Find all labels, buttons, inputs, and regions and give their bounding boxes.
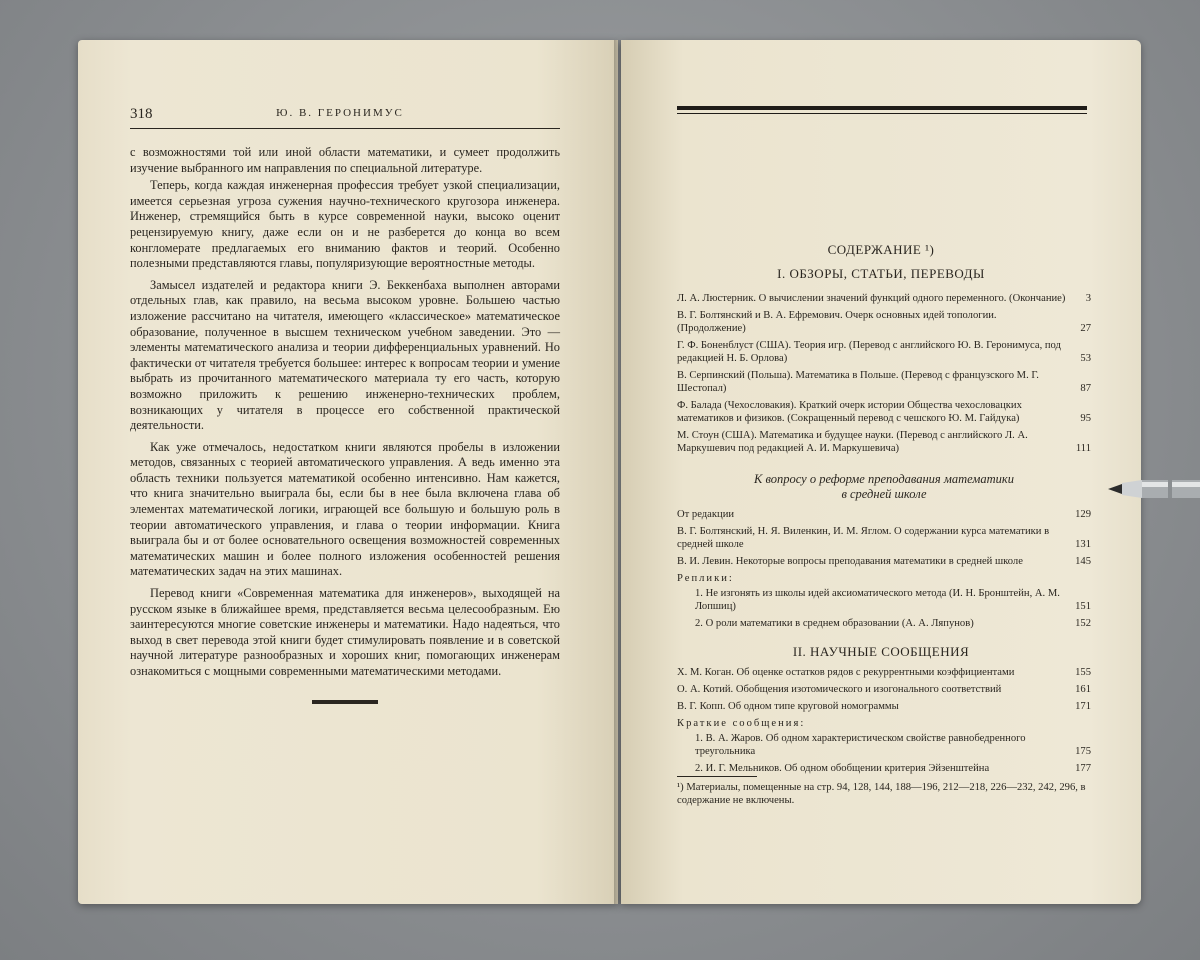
top-thin-rule: [677, 113, 1087, 114]
section-title: II. НАУЧНЫЕ СООБЩЕНИЯ: [792, 644, 970, 659]
toc-entry: В. Серпинский (Польша). Математика в Польше. (Перевод с французского М. Г. Шестопал) 87: [677, 370, 1091, 394]
toc-entry: Г. Ф. Боненблуст (США). Теория игр. (Перевод с английского Ю. В. Геронимуса, под редакцией Н. Б. Орлова) 53: [677, 340, 1091, 364]
toc-entry: 1. Не изгонять из школы идей аксиоматического метода (И. Н. Бронштейн, А. М. Лопшиц) 151: [695, 588, 1091, 612]
pen-icon: [1108, 478, 1200, 500]
toc-entry: 1. В. А. Жаров. Об одном характеристическом свойстве равнобедренного треугольника 175: [695, 733, 1091, 757]
body-text: [130, 145, 560, 686]
subsection-title-line2: в средней школе: [841, 487, 927, 501]
running-head: Ю. В. ГЕРОНИМУС: [276, 107, 404, 119]
contents-title: СОДЕРЖАНИЕ ¹): [827, 242, 935, 257]
footnote: ¹) Материалы, помещенные на стр. 94, 128, 144, 188—196, 212—218, 226—232, 242, 296, в содержание не включены.: [677, 782, 1086, 806]
replies-label: Реплики:: [677, 573, 734, 584]
short-messages-label: Краткие сообщения:: [677, 718, 806, 729]
toc-entry: В. И. Левин. Некоторые вопросы преподавания математики в средней школе 145: [677, 556, 1091, 567]
toc-entry: Ф. Балада (Чехословакия). Краткий очерк истории Общества чехословацких математиков и физиков. (Сокращенный перевод с чешского Ю. М. Гайдука) 95: [677, 400, 1091, 424]
toc-section-1: [677, 292, 1091, 459]
toc-entry: В. Г. Болтянский, Н. Я. Виленкин, И. М. Яглом. О содержании курса математики в средней школе 131: [677, 526, 1091, 550]
footnote-rule: [677, 776, 757, 777]
toc-entry: М. Стоун (США). Математика и будущее науки. (Перевод с английского Л. А. Маркушевич под редакцией А. И. Маркушевича) 111: [677, 430, 1091, 454]
toc-subsection: [677, 472, 1091, 634]
toc-entry: 2. И. Г. Мельников. Об одном обобщении критерия Эйзенштейна 177: [695, 763, 1091, 774]
page-number: 318: [130, 106, 153, 122]
section-title: I. ОБЗОРЫ, СТАТЬИ, ПЕРЕВОДЫ: [777, 266, 985, 281]
paragraph: Замысел издателей и редактора книги Э. Беккенбаха выполнен авторами отдельных глав, как правило, на весьма высоком уровне. Большею частью изложение рассчитано на читателя, имеющего «классическое» математическое образование, полученное в высшем техническом учебном заведении. Это — элементы математического анализа и теории дифференциальных уравнений. Но фактически от читателя требуется большее: интерес к вопросам теории и умение выбрать из прочитанного математического материала ту его часть, которую возможно приложить к решению инженерно-технических проблем, возникающих у читателя в процессе его собственной практической деятельности.: [130, 277, 560, 433]
toc-section-2: [677, 666, 1091, 779]
header-rule: [130, 128, 560, 129]
toc-entry: Л. А. Люстерник. О вычислении значений функций одного переменного. (Окончание) 3: [677, 293, 1091, 304]
toc-entry: О. А. Котий. Обобщения изотомического и изогонального соответствий 161: [677, 684, 1091, 695]
left-page-header: [130, 106, 550, 126]
toc-entry: В. Г. Копп. Об одном типе круговой номограммы 171: [677, 701, 1091, 712]
left-page: [78, 40, 618, 904]
paragraph: Как уже отмечалось, недостатком книги являются пробелы в изложении методов, связанных с теорией автоматического управления. А ведь именно эта область техники пользуется математикой особенно интенсивно. Нам кажется, что книга значительно выиграла бы, если бы в нее была включена глава об элементах математической логики, играющей все большую и большую роль в теории автоматического управления, и глава о теории информации. Книга выиграла бы и от более основательного освещения возможностей современных математических машин и более полного изложения особенностей решения математических задач на этих машинах.: [130, 439, 560, 579]
paragraph: Перевод книги «Современная математика для инженеров», выходящей на русском языке в ближайшее время, представляется весьма целесообразным. Ею заинтересуются многие советские инженеры и математики. Надо надеяться, что выход в свет перевода этой книги будет стимулировать появление и в советской научной литературе разнообразных и хороших книг, помогающих инженерам ознакомиться с мощными современными математическими методами.: [130, 586, 560, 678]
toc-entry: 2. О роли математики в среднем образовании (А. А. Ляпунов) 152: [695, 618, 1091, 629]
end-rule: [312, 700, 378, 704]
paragraph: с возможностями той или иной области математики, и сумеет продолжить изучение выбранного им направления по специальной литературе.: [130, 145, 560, 175]
paragraph: Теперь, когда каждая инженерная профессия требует узкой специализации, имеется серьезная угроза сужения научно-технического кругозора инженера. Инженер, стремящийся быть в курсе современной науки, высоко оценит рецензируемую книгу, даже если он и не разберется до конца во всем конгломерате предлагаемых его вниманию фактов и теорий. Особенно полезными представляются главы, популяризующие вероятностные методы.: [130, 178, 560, 271]
right-page: [621, 40, 1141, 904]
toc-entry: Х. М. Коган. Об оценке остатков рядов с рекуррентными коэффициентами 155: [677, 667, 1091, 678]
toc-entry: В. Г. Болтянский и В. А. Ефремович. Очерк основных идей топологии. (Продолжение) 27: [677, 310, 1091, 334]
top-thick-rule: [677, 106, 1087, 110]
subsection-title: К вопросу о реформе преподавания математики: [754, 472, 1014, 486]
toc-entry: От редакции 129: [677, 509, 1091, 520]
open-book: [78, 40, 1146, 904]
